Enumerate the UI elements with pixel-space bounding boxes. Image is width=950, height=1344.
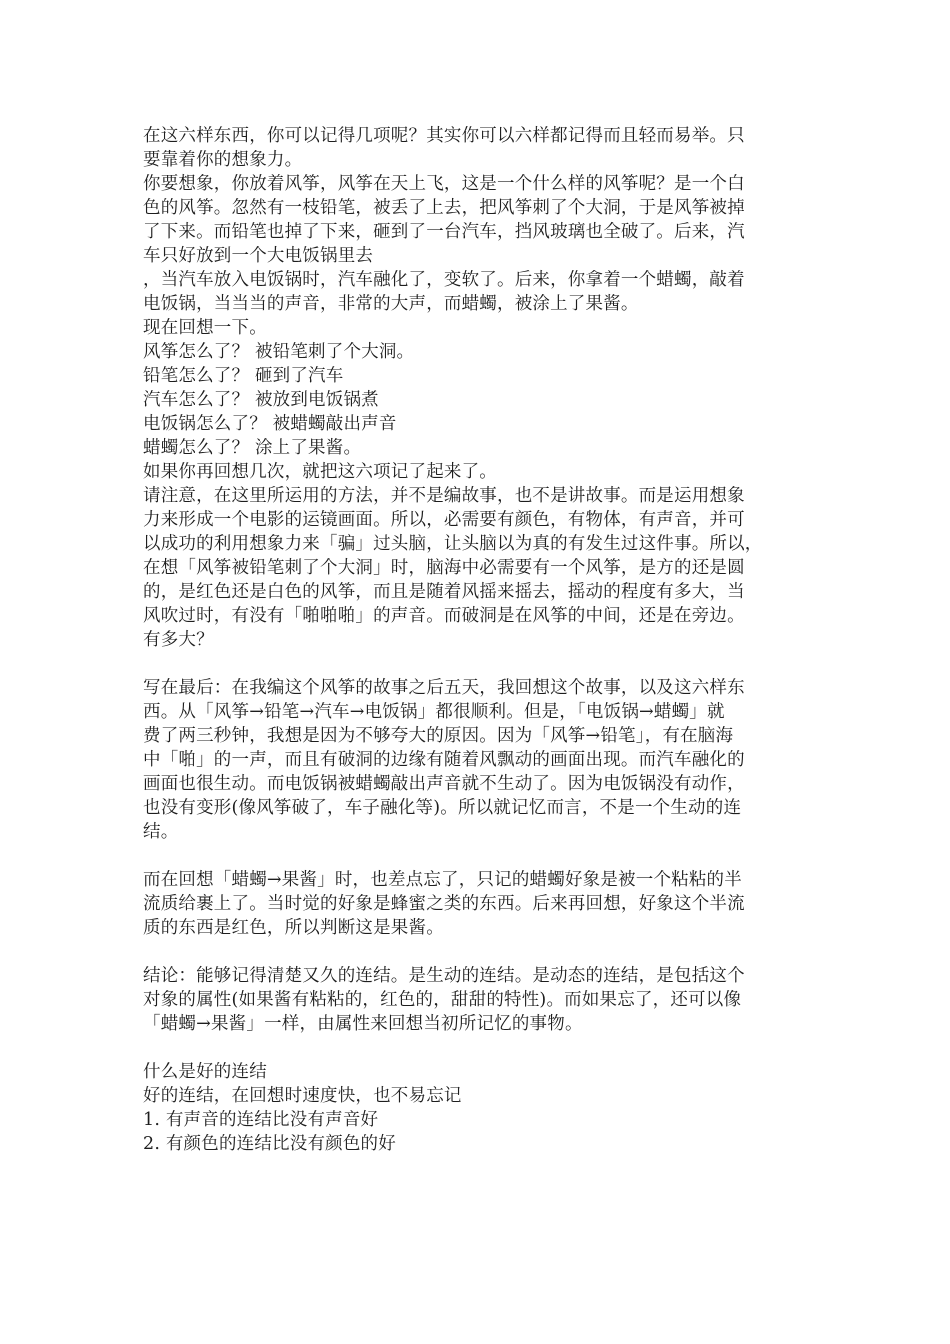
text-line: 要靠着你的想象力。	[143, 150, 303, 170]
text-line: 2. 有颜色的连结比没有颜色的好	[143, 1134, 396, 1154]
text-line: 现在回想一下。	[143, 318, 267, 338]
text-line: 画面也很生动。而电饭锅被蜡蠋敲出声音就不生动了。因为电饭锅没有动作，	[143, 774, 745, 794]
text-line: 好的连结，在回想时速度快，也不易忘记	[143, 1086, 462, 1106]
text-line: 你要想象，你放着风筝，风筝在天上飞，这是一个什么样的风筝呢？是一个白	[143, 174, 745, 194]
text-line: 以成功的利用想象力来「骗」过头脑，让头脑以为真的有发生过这件事。所以，	[143, 534, 763, 554]
text-line: 而在回想「蜡蠋→果酱」时，也差点忘了，只记的蜡蠋好象是被一个粘粘的半	[143, 870, 742, 890]
text-line: 蜡蠋怎么了？ 涂上了果酱。	[143, 438, 362, 458]
text-line: 费了两三秒钟，我想是因为不够夸大的原因。因为「风筝→铅笔」，有在脑海	[143, 726, 734, 746]
text-line: 在这六样东西，你可以记得几项呢？其实你可以六样都记得而且轻而易举。只	[143, 126, 745, 146]
paragraph-gap	[143, 940, 808, 964]
text-line: 有多大？	[143, 630, 214, 650]
text-line: 对象的属性(如果酱有粘粘的，红色的，甜甜的特性)。而如果忘了，还可以像	[143, 990, 742, 1010]
text-line: ，当汽车放入电饭锅时，汽车融化了，变软了。后来，你拿着一个蜡蠋，敲着	[143, 270, 745, 290]
text-line: 如果你再回想几次，就把这六项记了起来了。	[143, 462, 497, 482]
text-line: 的，是红色还是白色的风筝，而且是随着风摇来摇去，摇动的程度有多大，当	[143, 582, 745, 602]
paragraph-gap	[143, 652, 808, 676]
text-line: 在想「风筝被铅笔刺了个大洞」时，脑海中必需要有一个风筝，是方的还是圆	[143, 558, 745, 578]
text-line: 电饭锅，当当当的声音，非常的大声，而蜡蠋，被涂上了果酱。	[143, 294, 639, 314]
text-line: 色的风筝。忽然有一枝铅笔，被丢了上去，把风筝刺了个大洞，于是风筝被掉	[143, 198, 745, 218]
text-line: 「蜡蠋→果酱」一样，由属性来回想当初所记忆的事物。	[143, 1014, 583, 1034]
document-body	[143, 124, 808, 1156]
text-line: 1. 有声音的连结比没有声音好	[143, 1110, 379, 1130]
paragraph-gap	[143, 844, 808, 868]
text-line: 风筝怎么了？ 被铅笔刺了个大洞。	[143, 342, 415, 362]
text-line: 也没有变形(像风筝破了，车子融化等)。所以就记忆而言，不是一个生动的连	[143, 798, 742, 818]
paragraph-gap	[143, 1036, 808, 1060]
text-line: 结论：能够记得清楚又久的连结。是生动的连结。是动态的连结，是包括这个	[143, 966, 745, 986]
text-line: 中「啪」的一声，而且有破洞的边缘有随着风飘动的画面出现。而汽车融化的	[143, 750, 745, 770]
text-line: 车只好放到一个大电饭锅里去	[143, 246, 374, 266]
text-line: 汽车怎么了？ 被放到电饭锅煮	[143, 390, 379, 410]
text-line: 流质给裹上了。当时觉的好象是蜂蜜之类的东西。后来再回想，好象这个半流	[143, 894, 745, 914]
text-line: 质的东西是红色，所以判断这是果酱。	[143, 918, 444, 938]
text-line: 西。从「风筝→铅笔→汽车→电饭锅」都很顺利。但是，「电饭锅→蜡蠋」就	[143, 702, 725, 722]
text-line: 请注意，在这里所运用的方法，并不是编故事，也不是讲故事。而是运用想象	[143, 486, 745, 506]
text-line: 了下来。而铅笔也掉了下来，砸到了一台汽车，挡风玻璃也全破了。后来，汽	[143, 222, 745, 242]
text-line: 铅笔怎么了？ 砸到了汽车	[143, 366, 344, 386]
text-line: 写在最后：在我编这个风筝的故事之后五天，我回想这个故事，以及这六样东	[143, 678, 745, 698]
text-line: 结。	[143, 822, 179, 842]
text-line: 风吹过时，有没有「啪啪啪」的声音。而破洞是在风筝的中间，还是在旁边。	[143, 606, 745, 626]
text-line: 电饭锅怎么了？ 被蜡蠋敲出声音	[143, 414, 397, 434]
text-line: 什么是好的连结	[143, 1062, 267, 1082]
text-line: 力来形成一个电影的运镜画面。所以，必需要有颜色，有物体，有声音，并可	[143, 510, 745, 530]
